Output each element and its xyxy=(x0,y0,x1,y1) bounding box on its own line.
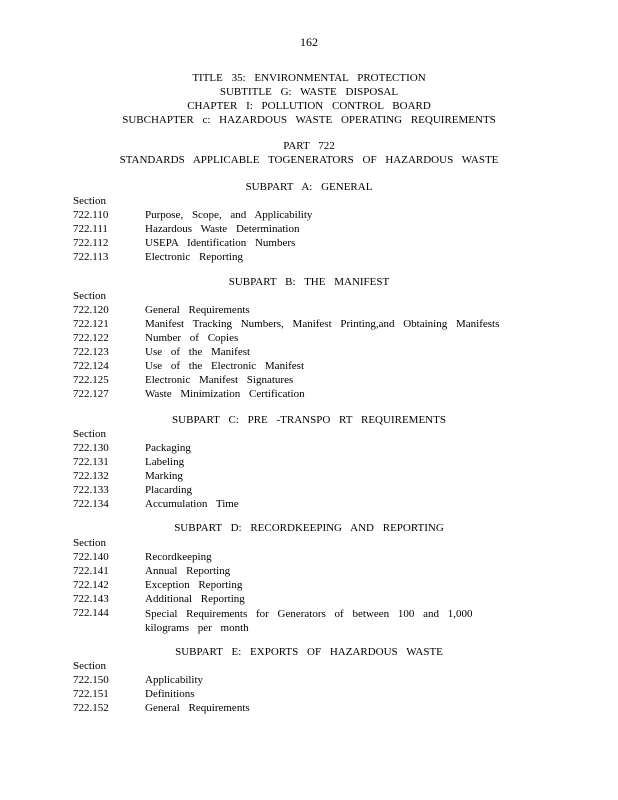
section-title: USEPA Identification Numbers xyxy=(145,237,296,249)
section-title: Accumulation Time xyxy=(145,498,239,510)
section-title: Hazardous Waste Determination xyxy=(145,223,300,235)
section-title: General Requirements xyxy=(145,304,250,316)
section-title: Marking xyxy=(145,470,183,482)
section-title: Exception Reporting xyxy=(145,579,243,591)
section-title: Electronic Manifest Signatures xyxy=(145,374,294,386)
section-title: Annual Reporting xyxy=(145,565,231,577)
section-title: Applicability xyxy=(145,674,204,686)
section-number: 722.152 xyxy=(73,702,109,714)
part-title-heading: STANDARDS APPLICABLE TOGENERATORS OF HAZARDOUS WASTE xyxy=(119,154,499,166)
section-title: Manifest Tracking Numbers, Manifest Printing,and Obtaining Manifests xyxy=(145,318,500,330)
section-title: Labeling xyxy=(145,456,185,468)
section-label: Section xyxy=(73,195,106,207)
section-title: Placarding xyxy=(145,484,193,496)
section-label: Section xyxy=(73,290,106,302)
section-title: Use of the Manifest xyxy=(145,346,251,358)
section-title: Purpose, Scope, and Applicability xyxy=(145,209,313,221)
section-number: 722.150 xyxy=(73,674,109,686)
section-number: 722.123 xyxy=(73,346,109,358)
section-number: 722.121 xyxy=(73,318,109,330)
subpart-a-heading: SUBPART A: GENERAL xyxy=(245,181,373,193)
subtitle-heading: SUBTITLE G: WASTE DISPOSAL xyxy=(219,86,399,98)
section-title: General Requirements xyxy=(145,702,250,714)
subpart-b-heading: SUBPART B: THE MANIFEST xyxy=(228,276,390,288)
section-title: Additional Reporting xyxy=(145,593,245,605)
part-heading: PART 722 xyxy=(283,140,335,152)
section-number: 722.112 xyxy=(73,237,109,249)
section-title: Use of the Electronic Manifest xyxy=(145,360,305,372)
title-heading: TITLE 35: ENVIRONMENTAL PROTECTION xyxy=(192,72,426,84)
section-title: Electronic Reporting xyxy=(145,251,243,263)
section-number: 722.125 xyxy=(73,374,109,386)
section-number: 722.110 xyxy=(73,209,109,221)
section-label: Section xyxy=(73,428,106,440)
page-number: 162 xyxy=(300,35,318,49)
section-number: 722.134 xyxy=(73,498,109,510)
subchapter-heading: SUBCHAPTER c: HAZARDOUS WASTE OPERATING REQUIREMENTS xyxy=(122,114,496,126)
subpart-e-heading: SUBPART E: EXPORTS OF HAZARDOUS WASTE xyxy=(175,646,443,658)
section-title: Waste Minimization Certification xyxy=(145,388,305,400)
section-number: 722.141 xyxy=(73,565,109,577)
section-title: Recordkeeping xyxy=(145,551,212,563)
subpart-c-heading: SUBPART C: PRE -TRANSPO RT REQUIREMENTS xyxy=(172,414,446,426)
subpart-d-heading: SUBPART D: RECORDKEEPING AND REPORTING xyxy=(174,522,444,534)
section-number: 722.113 xyxy=(73,251,109,263)
section-label: Section xyxy=(73,537,106,549)
section-number: 722.122 xyxy=(73,332,109,344)
section-number: 722.132 xyxy=(73,470,109,482)
section-number: 722.140 xyxy=(73,551,109,563)
section-number: 722.133 xyxy=(73,484,109,496)
section-number: 722.142 xyxy=(73,579,109,591)
section-number: 722.130 xyxy=(73,442,109,454)
section-label: Section xyxy=(73,660,106,672)
section-number: 722.127 xyxy=(73,388,109,400)
section-title: Packaging xyxy=(145,442,191,454)
section-title: Definitions xyxy=(145,688,195,700)
chapter-heading: CHAPTER I: POLLUTION CONTROL BOARD xyxy=(187,100,431,112)
section-number: 722.143 xyxy=(73,593,109,605)
section-number: 722.111 xyxy=(73,223,108,235)
section-number: 722.144 xyxy=(73,607,109,619)
section-number: 722.131 xyxy=(73,456,109,468)
section-number: 722.124 xyxy=(73,360,109,372)
section-number: 722.120 xyxy=(73,304,109,316)
section-number: 722.151 xyxy=(73,688,109,700)
section-title: Number of Copies xyxy=(145,332,239,344)
section-title: Special Requirements for Generators of between 100 and 1,000 kilograms per month xyxy=(145,608,473,634)
